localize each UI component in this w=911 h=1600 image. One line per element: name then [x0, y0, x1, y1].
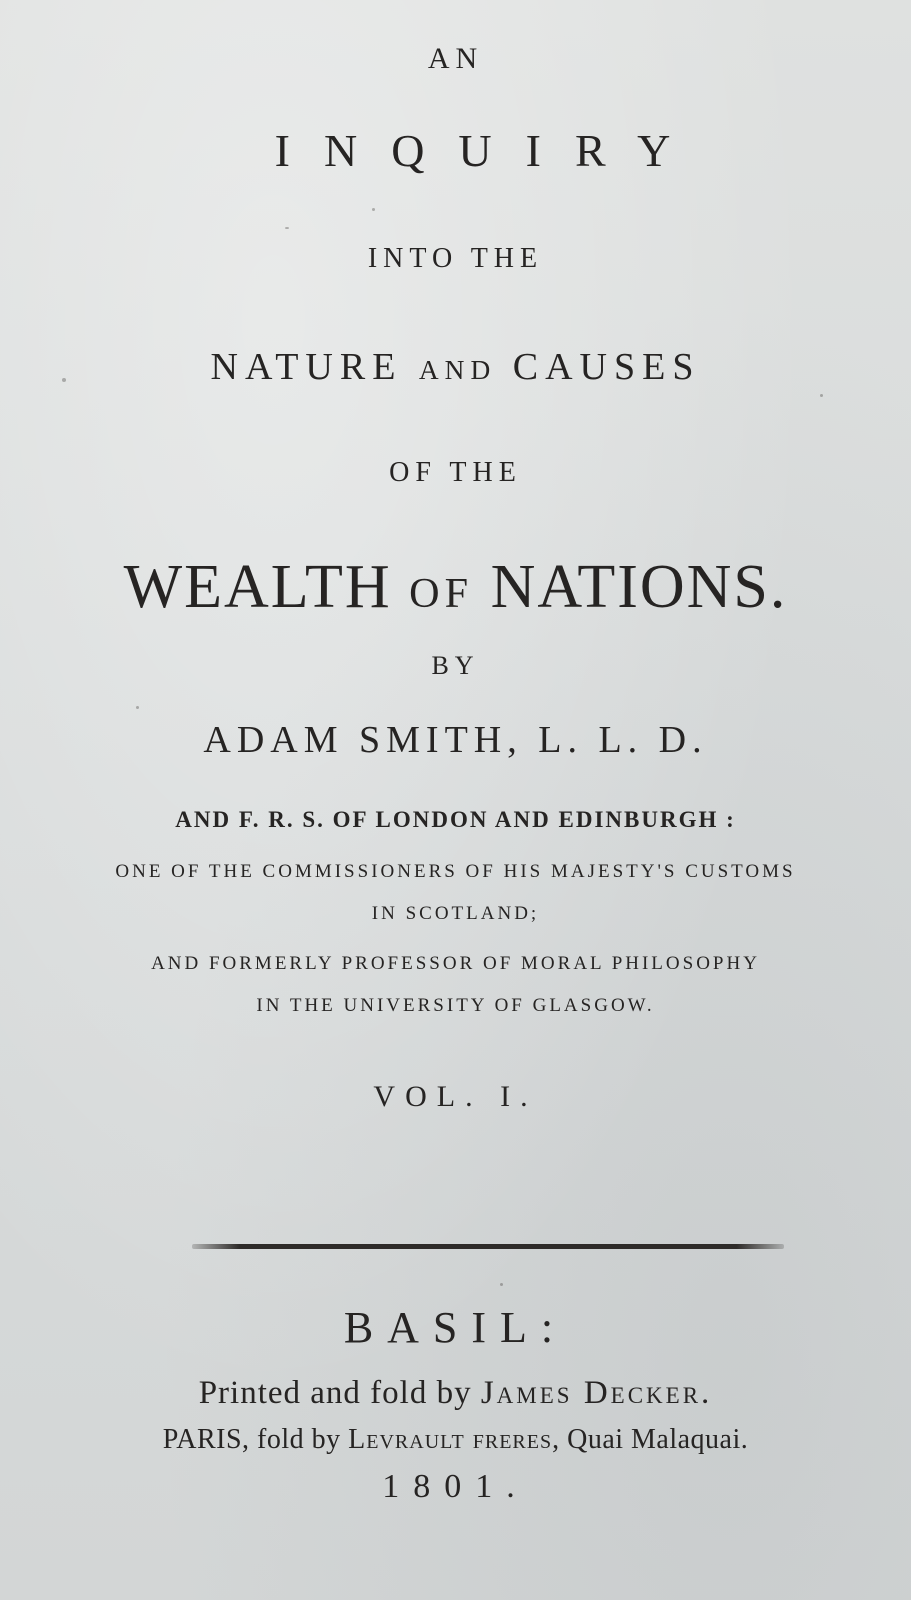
byline-by: BY — [431, 651, 480, 680]
volume-number: VOL. I. — [373, 1080, 538, 1113]
title-inquiry: INQUIRY — [274, 125, 705, 176]
paper-speck — [285, 227, 289, 229]
title-nature-and-causes — [0, 345, 911, 389]
paper-speck — [500, 1283, 503, 1286]
author-credential-4: AND FORMERLY PROFESSOR OF MORAL PHILOSOPHY — [151, 953, 760, 974]
ornamental-rule — [192, 1244, 784, 1249]
author-credential-5: IN THE UNIVERSITY OF GLASGOW. — [256, 995, 655, 1016]
title-into-the: INTO THE — [367, 243, 544, 274]
author-credential-3: IN SCOTLAND; — [371, 903, 540, 924]
imprint-year: 1801. — [382, 1468, 529, 1505]
imprint-seller-name: Levrault freres — [348, 1424, 553, 1455]
title-word-wealth: WEALTH — [123, 553, 392, 621]
imprint-printer-line — [0, 1375, 911, 1412]
imprint-paris-suffix: , Quai Malaquai. — [552, 1424, 749, 1455]
title-word-nations: NATIONS. — [490, 553, 788, 621]
author-name: ADAM SMITH, L. L. D. — [203, 719, 708, 761]
paper-speck — [136, 706, 139, 709]
imprint-printer-name: James Decker. — [480, 1375, 713, 1411]
title-of-the: OF THE — [389, 457, 522, 488]
author-credential-1: AND F. R. S. OF LONDON AND EDINBURGH : — [175, 807, 736, 832]
title-an: AN — [427, 42, 484, 75]
title-word-causes: CAUSES — [512, 346, 701, 388]
title-word-of: OF — [409, 570, 474, 617]
title-word-and: AND — [418, 355, 497, 385]
title-word-nature: NATURE — [210, 346, 403, 388]
paper-speck — [62, 378, 66, 382]
imprint-place: BASIL: — [343, 1303, 568, 1352]
imprint-paris-prefix: PARIS, fold by — [162, 1424, 341, 1455]
imprint-paris-line — [0, 1424, 911, 1456]
imprint-printed-prefix: Printed and fold by — [198, 1375, 472, 1411]
paper-speck — [820, 394, 823, 397]
title-wealth-of-nations — [0, 552, 911, 623]
author-credential-2: ONE OF THE COMMISSIONERS OF HIS MAJESTY'S CUSTOMS — [115, 861, 796, 882]
paper-speck — [372, 208, 375, 211]
